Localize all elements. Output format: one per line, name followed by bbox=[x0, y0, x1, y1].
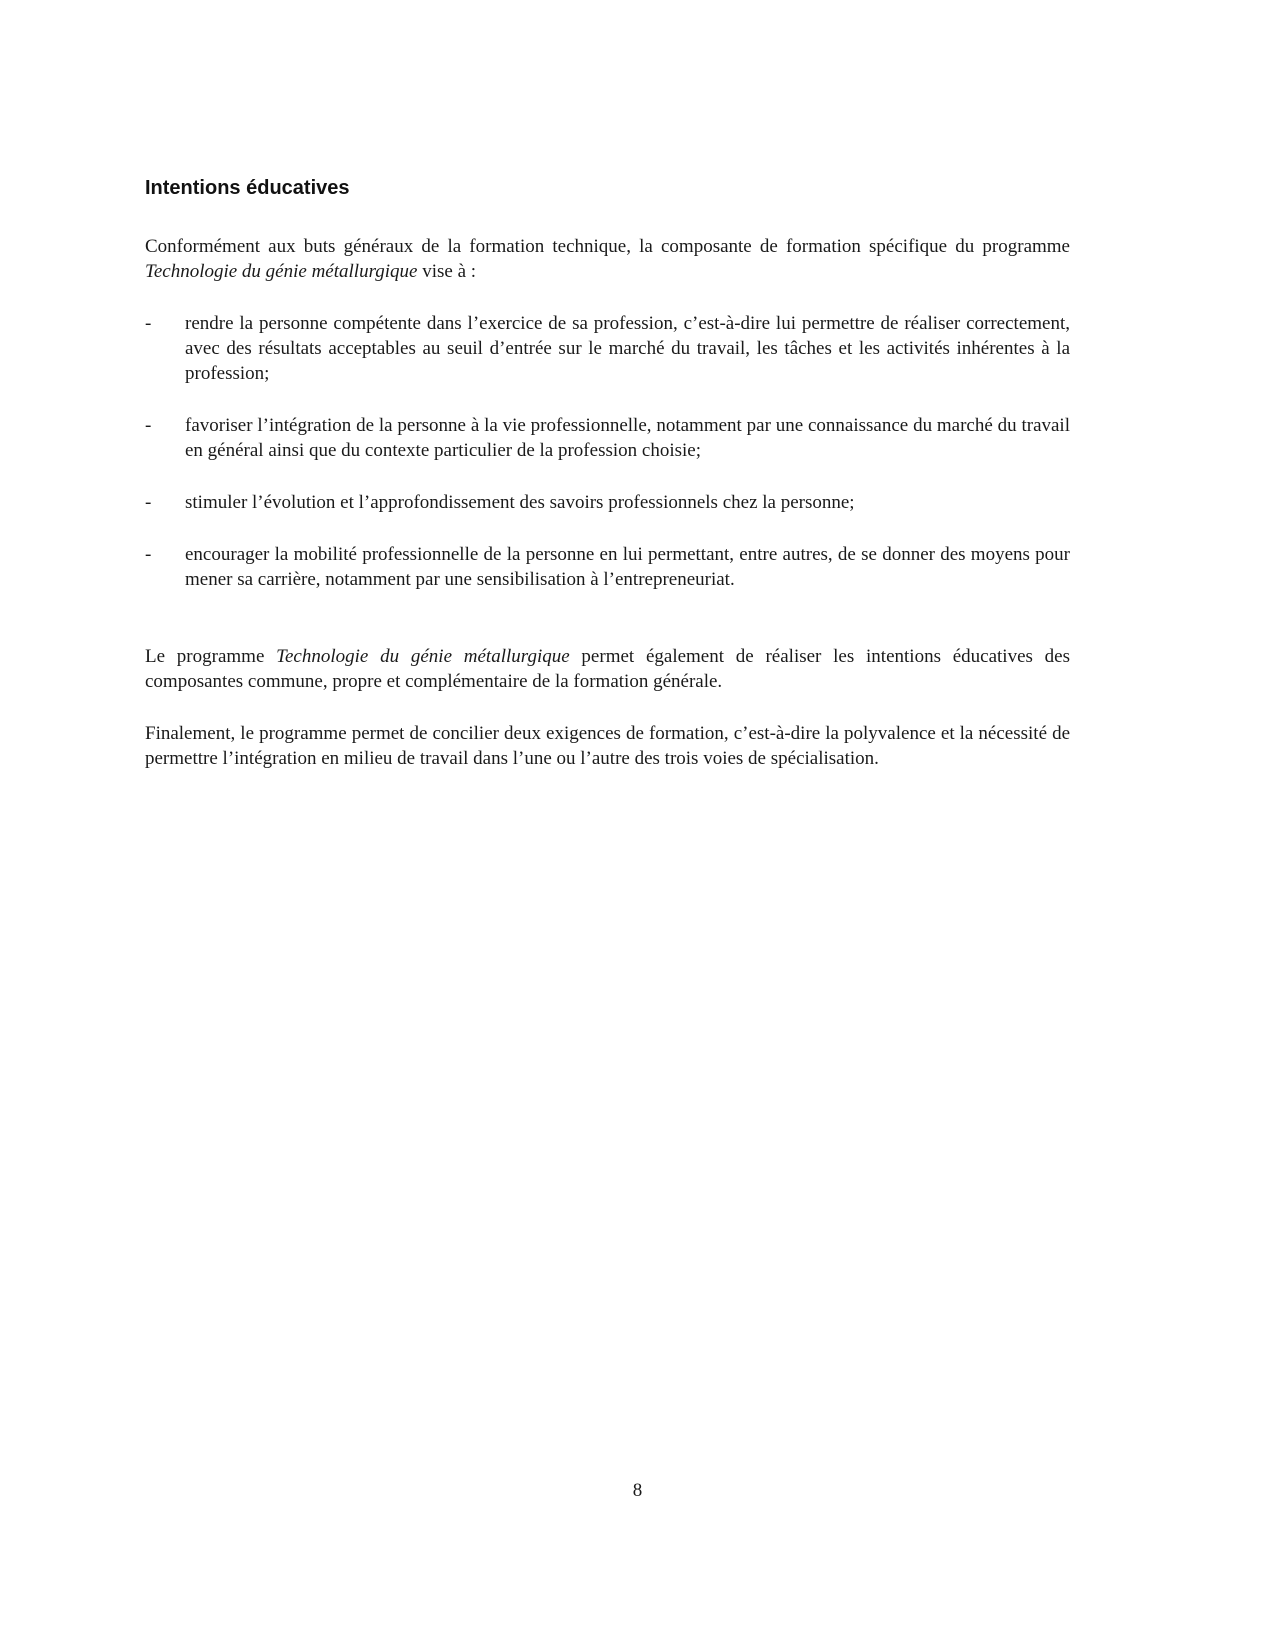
bullet-marker: - bbox=[145, 492, 152, 513]
bullet-marker: - bbox=[145, 544, 152, 565]
bullet-marker: - bbox=[145, 313, 152, 334]
bullet-marker: - bbox=[145, 415, 152, 436]
page-number: 8 bbox=[632, 1480, 643, 1501]
program-title-italic: Technologie du génie métallurgique bbox=[145, 261, 418, 282]
general-text-end: permet également de réaliser les intentions éducatives des composantes commune, propre et complémentaire de la formation générale. bbox=[145, 646, 1071, 692]
bullet-item bbox=[145, 542, 1070, 592]
paragraph-final: Finalement, le programme permet de concilier deux exigences de formation, c’est-à-dire la polyvalence et la nécessité de permettre l’intégration en milieu de travail dans l’une ou l’autre des trois voies de spécialisation. bbox=[145, 723, 1070, 769]
bullet-item bbox=[145, 490, 1070, 515]
section-heading: Intentions éducatives bbox=[145, 177, 350, 199]
bullet-item bbox=[145, 311, 1070, 386]
intro-text-end: vise à : bbox=[417, 261, 477, 282]
bullet-item bbox=[145, 413, 1070, 463]
intro-text-start: Conformément aux buts généraux de la formation technique, la composante de formation spécifique du programme bbox=[145, 236, 1070, 257]
bullet-text: encourager la mobilité professionnelle de la personne en lui permettant, entre autres, de se donner des moyens pour mener sa carrière, notamment par une sensibilisation à l’entrepreneuriat. bbox=[185, 544, 1070, 590]
intro-paragraph bbox=[145, 234, 1070, 284]
bullet-text: stimuler l’évolution et l’approfondissement des savoirs professionnels chez la personne; bbox=[185, 492, 855, 513]
paragraph-general-education bbox=[145, 644, 1070, 694]
general-text-start: Le programme bbox=[145, 646, 277, 667]
bullet-text: favoriser l’intégration de la personne à la vie professionnelle, notamment par une connaissance du marché du travail en général ainsi que du contexte particulier de la profession choisie; bbox=[185, 415, 1070, 461]
program-title-italic: Technologie du génie métallurgique bbox=[276, 646, 570, 667]
bullet-list bbox=[145, 311, 1070, 592]
bullet-text: rendre la personne compétente dans l’exercice de sa profession, c’est-à-dire lui permettre de réaliser correctement, avec des résultats acceptables au seuil d’entrée sur le marché du travail, les tâches et les activités inhérentes à la profession; bbox=[185, 313, 1070, 384]
